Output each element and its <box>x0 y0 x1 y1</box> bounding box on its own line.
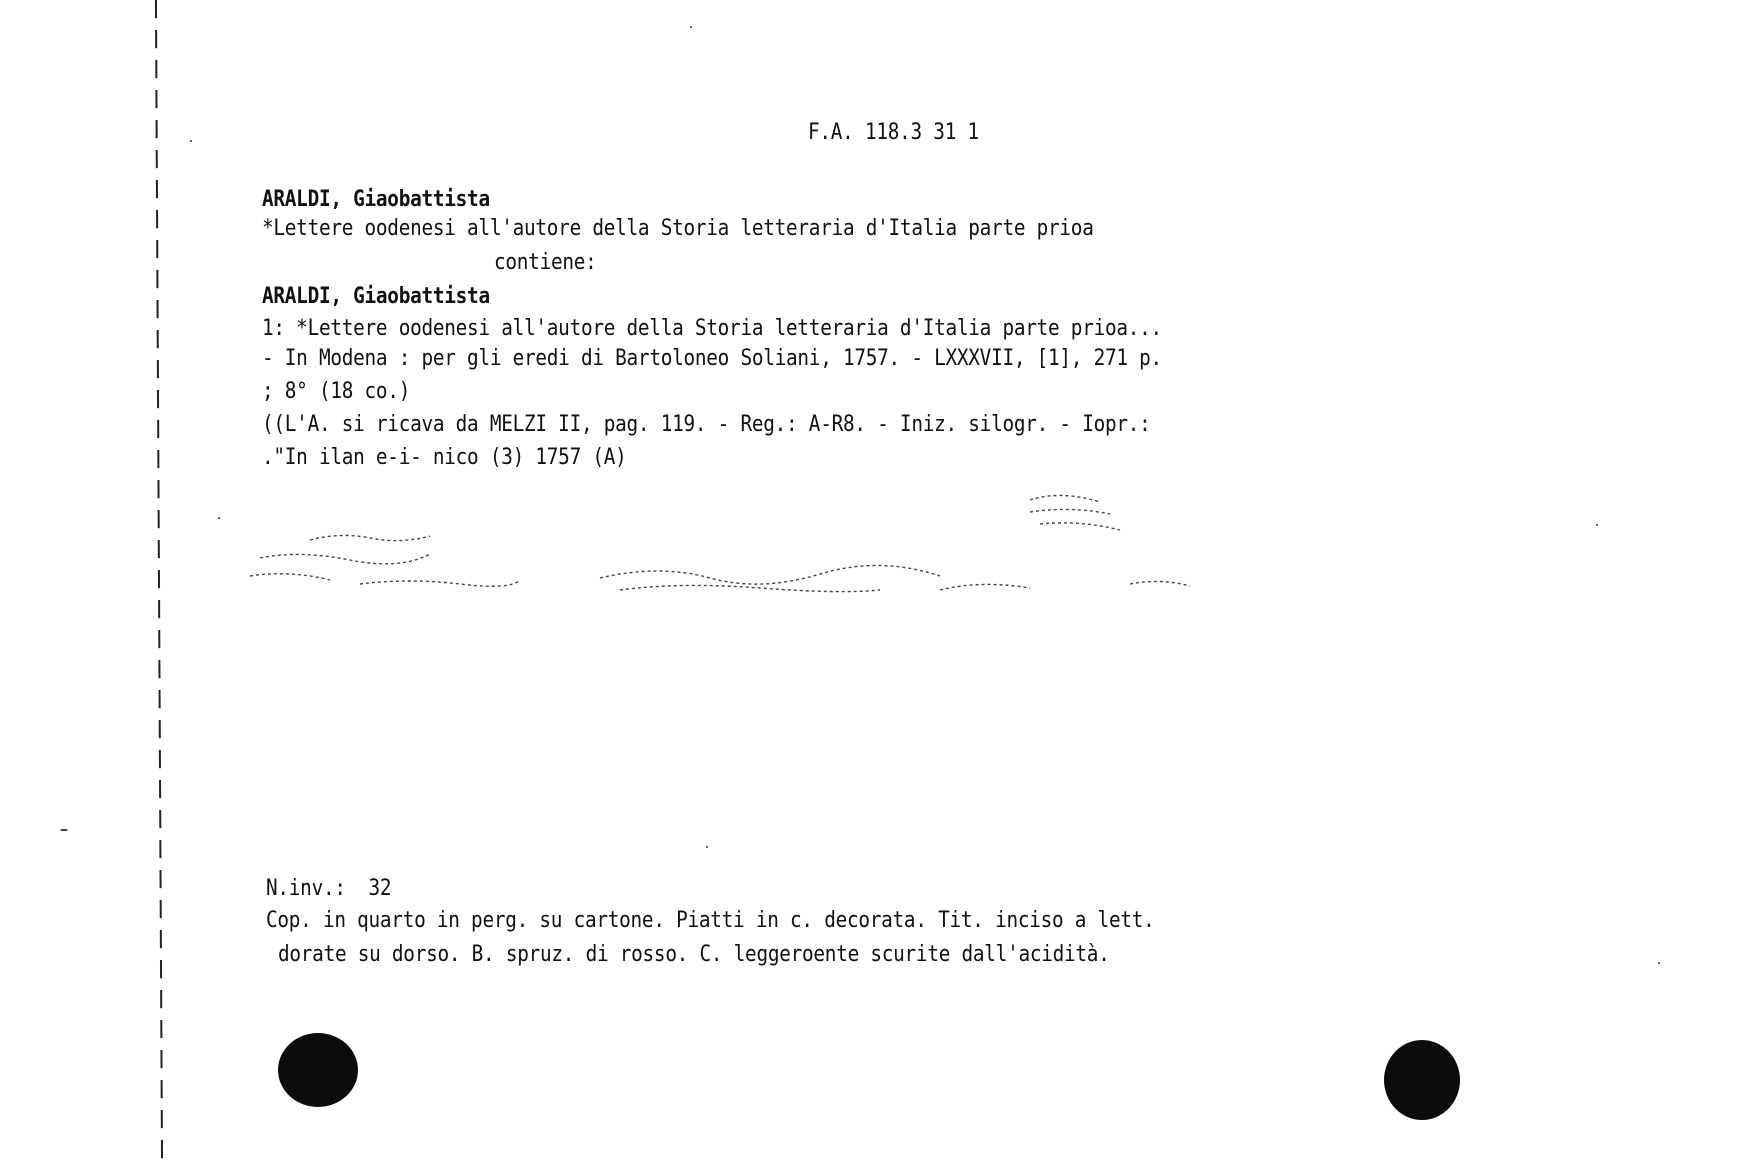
note-line-2: ."In ilan e-i- nico (3) 1757 (A) <box>262 445 627 470</box>
inventory-number: N.inv.: 32 <box>266 876 392 901</box>
card-left-border <box>155 0 163 1166</box>
dust-speck <box>190 140 192 142</box>
dust-speck <box>690 26 692 28</box>
note-line-1: ((L'A. si ricava da MELZI II, pag. 119. - Reg.: A-R8. - Iniz. silogr. - Iopr.: <box>262 412 1151 437</box>
dust-speck <box>1658 962 1660 964</box>
contains-label: contiene: <box>494 250 597 275</box>
binding-description-line-2: dorate su dorso. B. spruz. di rosso. C. leggeroente scurite dall'acidità. <box>278 942 1110 967</box>
imprint: - In Modena : per gli eredi di Bartoloneo Soliani, 1757. - LXXXVII, [1], 271 p. <box>262 346 1162 371</box>
erased-text-smudge <box>240 480 1240 620</box>
volume-title: 1: *Lettere oodenesi all'autore della Storia letteraria d'Italia parte prioa... <box>262 316 1162 341</box>
format: ; 8° (18 co.) <box>262 379 411 404</box>
call-number: F.A. 118.3 31 1 <box>808 120 979 145</box>
punch-hole-left <box>278 1033 358 1107</box>
binding-description-line-1: Cop. in quarto in perg. su cartone. Piatti in c. decorata. Tit. inciso a lett. <box>266 908 1155 933</box>
punch-hole-right <box>1384 1040 1460 1120</box>
author-heading: ARALDI, Giaobattista <box>262 187 490 212</box>
collective-title: *Lettere oodenesi all'autore della Storia letteraria d'Italia parte prioa <box>262 216 1094 241</box>
dust-speck <box>218 517 220 519</box>
dust-speck <box>1596 524 1598 526</box>
volume-author-heading: ARALDI, Giaobattista <box>262 284 490 309</box>
dust-speck <box>706 846 708 848</box>
dust-speck <box>60 829 68 831</box>
